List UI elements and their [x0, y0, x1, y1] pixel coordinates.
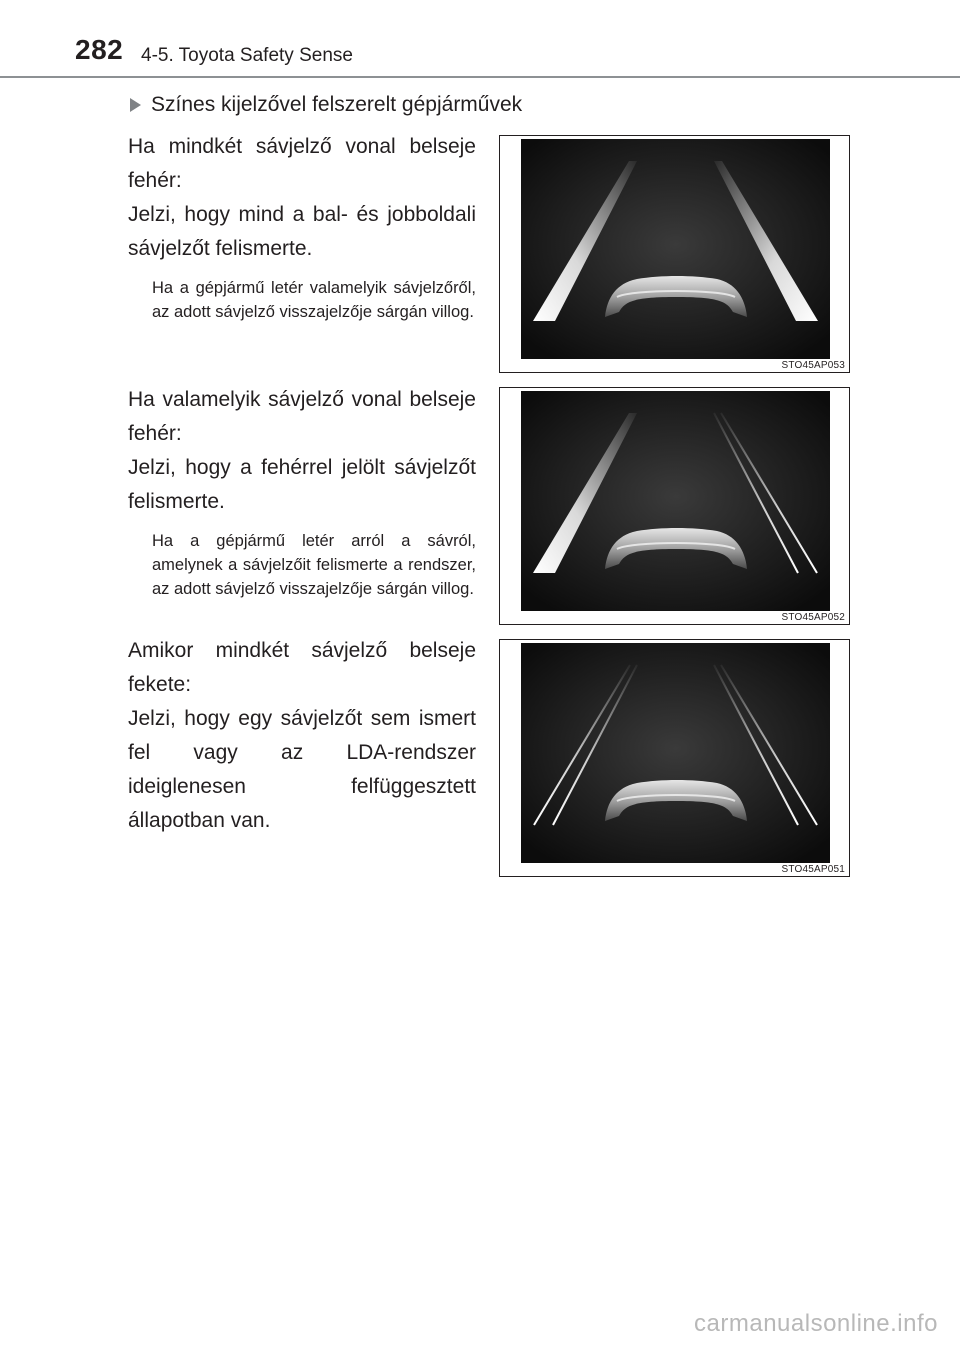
- entry-condition: Ha valamelyik sávjelző vonal belseje fehér:: [128, 388, 476, 445]
- entry-condition: Ha mindkét sávjelző vonal belseje fehér:: [128, 135, 476, 192]
- figure-code: STO45AP053: [781, 360, 845, 371]
- entry-text-1: [128, 130, 476, 324]
- entry-note: Ha a gépjármű letér valamelyik sávjelzőről, az adott sávjelző visszajelzője sárgán villog.: [152, 279, 476, 321]
- entry-text-3: [128, 634, 476, 838]
- bullet-heading-text: Színes kijelzővel felszerelt gépjárművek: [151, 93, 523, 116]
- entry-condition: Amikor mindkét sávjelző belseje fekete:: [128, 639, 476, 696]
- page-number: 282: [75, 34, 124, 65]
- figure-1: [499, 135, 850, 373]
- lane-display-illustration: [521, 643, 830, 863]
- figure-code: STO45AP052: [781, 612, 845, 623]
- triangle-bullet-icon: [130, 98, 141, 112]
- section-title: 4-5. Toyota Safety Sense: [141, 45, 353, 66]
- entry-meaning: Jelzi, hogy egy sávjelzőt sem ismert fel vagy az LDA-rendszer ideiglenesen felfüggesztett állapotban van.: [128, 707, 476, 832]
- lane-display-illustration: [521, 139, 830, 359]
- bullet-heading: [130, 93, 522, 117]
- entry-note: Ha a gépjármű letér arról a sávról, amelynek a sávjelzőit felismerte a rendszer, az adott sávjelző visszajelzője sárgán villog.: [152, 532, 476, 598]
- watermark-text[interactable]: carmanualsonline.info: [694, 1310, 938, 1337]
- entry-meaning: Jelzi, hogy a fehérrel jelölt sávjelzőt felismerte.: [128, 456, 476, 513]
- lane-display-illustration: [521, 391, 830, 611]
- figure-3: [499, 639, 850, 877]
- figure-2: [499, 387, 850, 625]
- entry-meaning: Jelzi, hogy mind a bal- és jobboldali sávjelzőt felismerte.: [128, 203, 476, 260]
- figure-code: STO45AP051: [781, 864, 845, 875]
- header-divider: [0, 76, 960, 78]
- entry-text-2: [128, 383, 476, 601]
